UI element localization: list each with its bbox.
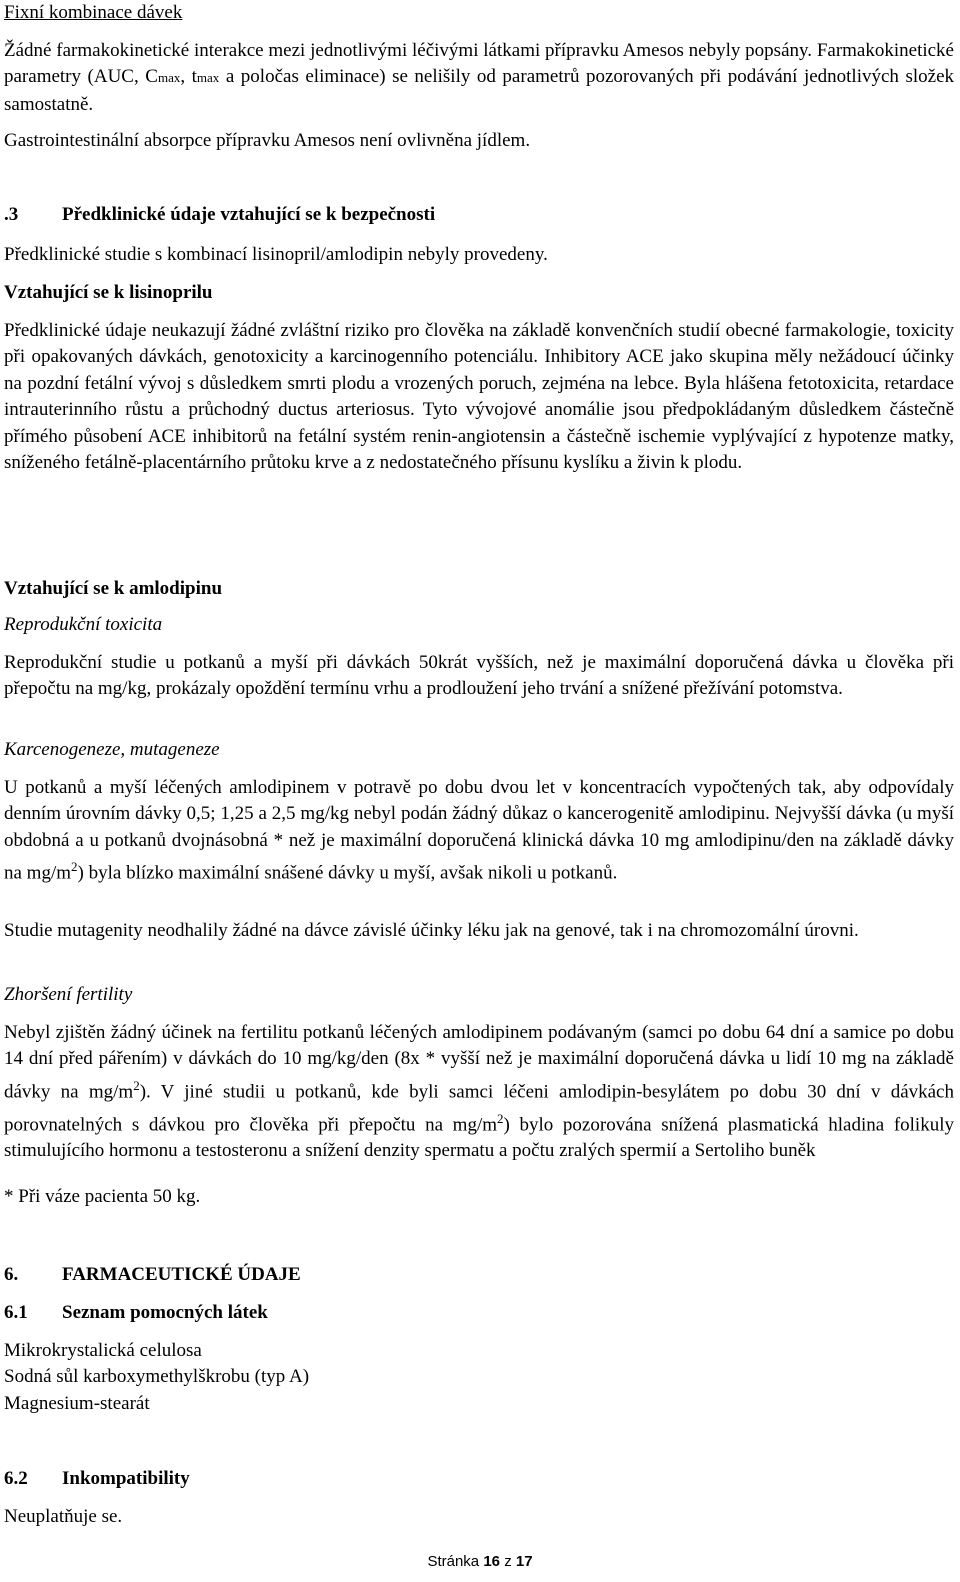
fixed-paragraph-food: Gastrointestinální absorpce přípravku Amesos není ovlivněna jídlem. (4, 130, 531, 151)
section-6-1-heading: 6.1 Seznam pomocných látek (4, 1302, 268, 1323)
fertility-heading: Zhoršení fertility (4, 984, 133, 1005)
page-number: 16 (483, 1553, 501, 1570)
list-item: Magnesium-stearát (4, 1392, 150, 1414)
page-footer: Stránka 16 z 17 (427, 1553, 533, 1570)
list-item: Sodná sůl karboxymethylškrobu (typ A) (4, 1366, 310, 1388)
incompatibility-text: Neuplatňuje se. (4, 1506, 123, 1527)
section-5-3-intro: Předklinické studie s kombinací lisinopril/amlodipin nebyly provedeny. (4, 244, 548, 265)
lisinopril-paragraph: Předklinické údaje neukazují žádné zvláštní riziko pro člověka na základě konvenčních studií obecné farmakologie, toxicity při opakovaných dávkách, genotoxicity a karcinogenního potenciálu. Inhibitory ACE jako skupina měly nežádoucí účinky na pozdní fetální vývoj s důsledkem smrti plodu a vrozených poruch, zejména na lebce. Byla hlášena fetotoxicita, retardace intrauterinního růstu a průchodný ductus arteriosus. Tyto vývojové anomálie jsou předpokládaným důsledkem částečně přímého působení ACE inhibitorů na fetální systém renin-angiotensin a částečně ischemie vyplývající z hypotenze matky, sníženého fetálně-placentárního průtoku krve a z nedostatečného přísunu kyslíku a živin k plodu. (4, 320, 954, 474)
page-total: 17 (515, 1553, 533, 1570)
carcinogenesis-heading: Karcenogeneze, mutageneze (4, 739, 220, 760)
repro-toxicity-heading: Reprodukční toxicita (4, 614, 163, 635)
carcinogenesis-paragraph: U potkanů a myší léčených amlodipinem v potravě po dobu dvou let v koncentracích vypočtených tak, aby odpovídaly denním úrovním dávky 0,5; 1,25 a 2,5 mg/kg nebyl podán žádný důkaz o kancerogenitě amlodipinu. Nejvyšší dávka (u myší obdobná a u potkanů dvojnásobná * než je maximální doporučená klinická dávka 10 mg amlodipinu/den na základě dávky na $mg/m^2$) byla blízko maximální snášené dávky u myší, avšak nikoli u potkanů. (4, 777, 954, 884)
section-6-heading: 6. FARMACEUTICKÉ ÚDAJE (4, 1264, 301, 1285)
section-5-3-heading: .3 Předklinické údaje vztahující se k bezpečnosti (4, 204, 436, 225)
heading-fixed-combination: Fixní kombinace dávek (4, 2, 183, 23)
fixed-paragraph-pk: Žádné farmakokinetické interakce mezi jednotlivými léčivými látkami přípravku Amesos nebyly popsány. Farmakokinetické parametry (AUC, Cmax, tmax a poločas eliminace) se nelišily od parametrů pozorovaných při podávání jednotlivých složek samostatně. (4, 40, 954, 115)
list-item: Mikrokrystalická celulosa (4, 1340, 202, 1361)
lisinopril-heading: Vztahující se k lisinoprilu (4, 282, 213, 303)
amlodipin-heading: Vztahující se k amlodipinu (4, 578, 223, 599)
fertility-paragraph: Nebyl zjištěn žádný účinek na fertilitu potkanů léčených amlodipinem podávaným (samci po dobu 64 dní a samice po dobu 14 dní před pářením) v dávkách do 10 mg/kg/den (8x * vyšší než je maximální doporučená dávka u lidí 10 mg na základě dávky na $mg/m^2$). V jiné studii u potkanů, kde byli samci léčeni amlodipin-besylátem po dobu 30 dní v dávkách porovnatelných s dávkou pro člověka při přepočtu na $mg/m^2$) bylo pozorována snížená plasmatická hladina folikuly stimulujícího hormonu a testosteronu a snížení denzity spermatu a počtu zralých spermií a Sertoliho buněk (4, 1022, 954, 1162)
footnote-weight: * Při váze pacienta 50 kg. (4, 1186, 201, 1207)
section-6-2-heading: 6.2 Inkompatibility (4, 1468, 190, 1489)
repro-toxicity-paragraph: Reprodukční studie u potkanů a myší při dávkách 50krát vyšších, než je maximální doporučená dávka u člověka při přepočtu na mg/kg, prokázaly opoždění termínu vrhu a prodloužení jeho trvání a snížené přežívání potomstva. (4, 652, 954, 700)
mutagenicity-paragraph: Studie mutagenity neodhalily žádné na dávce závislé účinky léku jak na genové, tak i na chromozomální úrovni. (4, 920, 859, 941)
excipients-list (4, 1338, 954, 1417)
